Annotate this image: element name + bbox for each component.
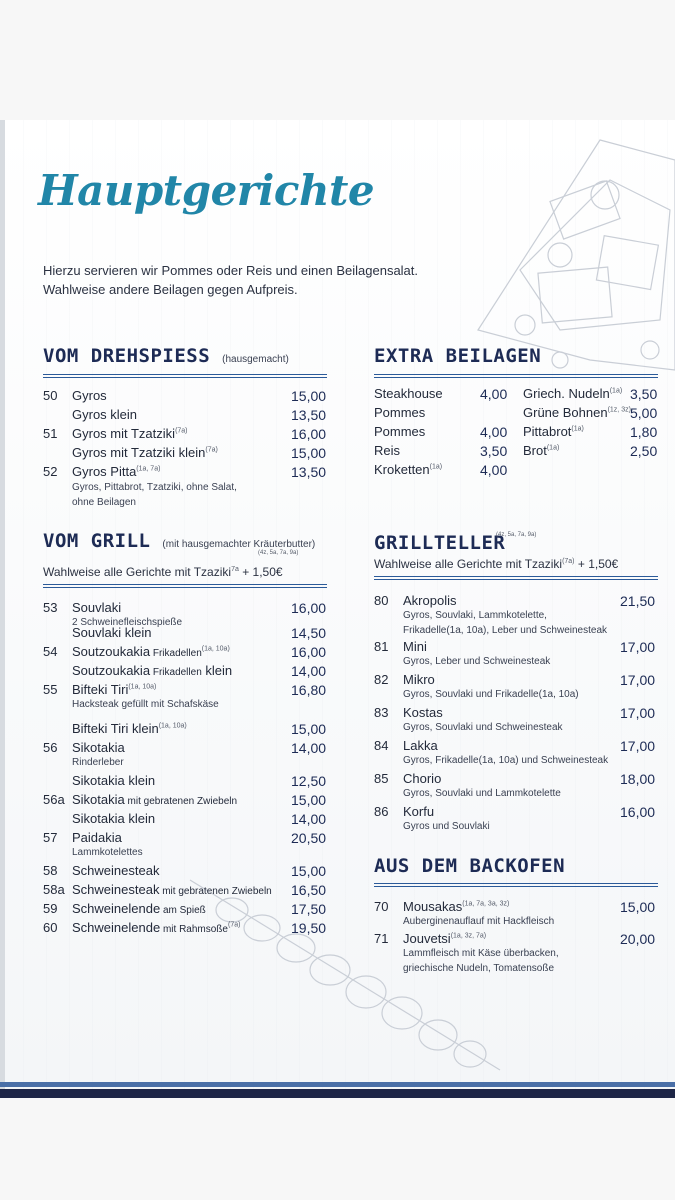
bottom-stripe-light [0, 1082, 675, 1087]
menu-item [43, 625, 331, 643]
subline-price: + 1,50€ [574, 557, 619, 571]
section-rule [374, 374, 658, 378]
item-name-text: Sikotakia klein [72, 773, 156, 788]
description-line: Gyros, Souvlaki und Frikadelle(1a, 10a) [403, 689, 579, 700]
item-description [72, 480, 237, 510]
item-name [403, 593, 456, 608]
item-name-text: Bifteki Tiri klein [72, 721, 159, 736]
item-name-text: Souvlaki klein [72, 625, 152, 640]
description-line: Hacksteak gefüllt mit Schafskäse [72, 699, 219, 710]
menu-item [374, 738, 660, 766]
grillteller-subline [374, 557, 618, 571]
item-price: 16,50 [291, 882, 327, 898]
menu-item [374, 672, 660, 700]
item-number: 57 [43, 830, 58, 845]
section-heading-backofen [374, 855, 565, 877]
item-name [72, 721, 187, 736]
item-price: 16,00 [620, 804, 656, 820]
item-price: 14,00 [291, 663, 327, 679]
side-dish-name: Brot [523, 443, 547, 458]
item-number: 50 [43, 388, 58, 403]
item-name [72, 625, 152, 640]
subline-sup: (7a) [562, 558, 575, 565]
item-number: 51 [43, 426, 58, 441]
item-price: 16,80 [291, 682, 327, 698]
section-heading-drehspiess [43, 345, 289, 367]
item-name [403, 771, 441, 786]
section-title: GRILLTELLER [374, 532, 506, 554]
item-price: 19,50 [291, 920, 327, 936]
item-name [403, 738, 438, 753]
item-name [72, 644, 230, 659]
item-name [72, 407, 137, 422]
item-number: 82 [374, 672, 389, 687]
item-name-text: Schweinesteak [72, 882, 160, 897]
item-price: 16,00 [291, 426, 327, 442]
item-name-text: Schweinelende [72, 920, 161, 935]
side-dish-price: 3,50 [630, 386, 658, 402]
section-note: (hausgemacht) [222, 354, 289, 365]
item-name [72, 811, 155, 826]
item-description [72, 845, 143, 860]
description-line: Gyros, Pittabrot, Tzatziki, ohne Salat, [72, 482, 237, 493]
subline-text: Wahlweise alle Gerichte mit Tzaziki [43, 565, 232, 579]
item-name-text: Paidakia [72, 830, 122, 845]
menu-item [43, 740, 331, 768]
menu-item [43, 882, 331, 900]
item-number: 56a [43, 792, 65, 807]
allergen-codes: (1a) [429, 463, 443, 471]
item-name [403, 705, 443, 720]
menu-item [43, 721, 331, 739]
side-dish-name: Pommes [374, 405, 426, 420]
item-name [72, 773, 155, 788]
item-number: 56 [43, 740, 58, 755]
item-name-detail: mit gebratenen Zwiebeln [124, 796, 238, 807]
menu-item [374, 931, 660, 974]
item-name-text: Souvlaki [72, 600, 122, 615]
item-name-text: Gyros [72, 388, 107, 403]
section-allergens: (4z, 5a, 7a, 9a) [496, 532, 537, 538]
intro-line: Hierzu servieren wir Pommes oder Reis und einen Beilagensalat. [43, 263, 419, 278]
item-name [403, 639, 427, 654]
item-price: 18,00 [620, 771, 656, 787]
item-price: 17,00 [620, 705, 656, 721]
item-name [72, 863, 159, 878]
grill-subline [43, 565, 283, 579]
item-name-text: Gyros mit Tzatziki [72, 426, 176, 441]
item-description [403, 687, 579, 702]
item-name [72, 682, 156, 697]
description-line: Frikadelle(1a, 10a), Leber und Schweinesteak [403, 625, 608, 636]
menu-item [374, 804, 660, 832]
item-number: 70 [374, 899, 389, 914]
menu-item [43, 388, 331, 406]
item-name-text: Lakka [403, 738, 438, 753]
item-name [72, 663, 232, 678]
menu-item [43, 682, 331, 710]
side-dish-name: Steakhouse [374, 386, 443, 401]
side-dish [374, 462, 514, 480]
item-name-text: Soutzoukakia [72, 644, 151, 659]
item-number: 83 [374, 705, 389, 720]
side-dish-price: 1,80 [630, 424, 658, 440]
menu-item [43, 773, 331, 791]
section-title: VOM DREHSPIESS [43, 345, 211, 367]
item-name-text: Korfu [403, 804, 435, 819]
allergen-codes: (1a) [571, 425, 584, 433]
item-number: 55 [43, 682, 58, 697]
item-price: 12,50 [291, 773, 327, 789]
item-description [403, 608, 607, 638]
side-dish-price: 2,50 [630, 443, 658, 459]
item-name-text: Schweinelende [72, 901, 161, 916]
menu-item [43, 600, 331, 628]
side-dish [374, 443, 514, 461]
item-description [403, 720, 563, 735]
description-line: Gyros, Leber und Schweinesteak [403, 656, 551, 667]
section-heading-grillteller [374, 532, 505, 554]
section-allergens: (4z, 5a, 7a, 9a) [258, 550, 299, 556]
menu-page [0, 120, 675, 1098]
menu-item [374, 771, 660, 799]
description-line: Auberginenauflauf mit Hackfleisch [403, 916, 555, 927]
item-number: 52 [43, 464, 58, 479]
item-name [72, 464, 160, 479]
side-dish [374, 424, 514, 442]
section-title: AUS DEM BACKOFEN [374, 855, 566, 877]
item-price: 14,00 [291, 811, 327, 827]
item-price: 15,00 [291, 445, 327, 461]
allergen-codes: (7a) [227, 921, 241, 929]
side-dish-name: Griech. Nudeln [523, 386, 610, 401]
item-number: 71 [374, 931, 389, 946]
menu-item [43, 644, 331, 662]
item-name [72, 920, 240, 935]
item-name-text: Sikotakia klein [72, 811, 156, 826]
description-line: Lammkotelettes [72, 847, 143, 858]
side-dish-name: Pommes [374, 424, 426, 439]
allergen-codes: (1a, 7a) [136, 465, 161, 473]
item-name [72, 740, 125, 755]
item-price: 17,00 [620, 672, 656, 688]
section-heading-extra [374, 345, 541, 367]
item-name-text: Sikotakia [72, 740, 125, 755]
description-line: Rinderleber [72, 757, 124, 768]
menu-item [374, 593, 660, 636]
menu-item [43, 445, 331, 463]
item-number: 60 [43, 920, 58, 935]
description-line: ohne Beilagen [72, 497, 136, 508]
intro-text [43, 261, 418, 299]
item-description [403, 753, 608, 768]
side-dish-name: Reis [374, 443, 401, 458]
item-description [403, 786, 561, 801]
side-dish [374, 386, 514, 404]
description-line: Lammfleisch mit Käse überbacken, [403, 948, 559, 959]
section-title: EXTRA BEILAGEN [374, 345, 542, 367]
allergen-codes: (1a, 10a) [158, 722, 187, 730]
item-name [403, 672, 435, 687]
item-name [403, 804, 434, 819]
allergen-codes: (1a, 10a) [128, 683, 157, 691]
section-note: (mit hausgemachter Kräuterbutter) [162, 539, 316, 550]
item-number: 58a [43, 882, 65, 897]
item-price: 13,50 [291, 464, 327, 480]
item-name [72, 901, 206, 916]
item-number: 85 [374, 771, 389, 786]
side-dish-name: Kroketten [374, 462, 430, 477]
item-name-text: Mikro [403, 672, 435, 687]
allergen-codes: (7a) [175, 427, 188, 435]
side-dish [523, 405, 663, 423]
page-title: Hauptgerichte [38, 166, 375, 215]
side-dish [523, 386, 663, 404]
allergen-codes: (1a, 7a, 3a, 3z) [462, 900, 510, 908]
item-number: 53 [43, 600, 58, 615]
subline-text: Wahlweise alle Gerichte mit Tzaziki [374, 557, 563, 571]
item-name [72, 600, 121, 615]
item-price: 16,00 [291, 600, 327, 616]
allergen-codes: (1a, 10a) [201, 645, 230, 653]
item-name [72, 882, 272, 897]
item-number: 54 [43, 644, 58, 659]
item-number: 86 [374, 804, 389, 819]
side-dish-price: 3,50 [480, 443, 508, 459]
item-name [72, 445, 218, 460]
side-dish-price: 4,00 [480, 424, 508, 440]
side-dish [374, 405, 514, 423]
allergen-codes: (1z, 3z) [607, 406, 631, 414]
item-name-text: Sikotakia [72, 792, 125, 807]
item-price: 17,00 [620, 639, 656, 655]
menu-item [43, 811, 331, 829]
item-name-text: Bifteki Tiri [72, 682, 129, 697]
item-name-text: Gyros mit Tzatziki klein [72, 445, 206, 460]
item-price: 16,00 [291, 644, 327, 660]
item-name-text: Kostas [403, 705, 443, 720]
side-dish-price: 4,00 [480, 386, 508, 402]
description-line: Gyros und Souvlaki [403, 821, 490, 832]
menu-item [374, 639, 660, 667]
item-price: 15,00 [620, 899, 656, 915]
item-price: 17,00 [620, 738, 656, 754]
item-name-detail: Frikadellen [150, 667, 202, 678]
item-name-text: Soutzoukakia [72, 663, 151, 678]
item-price: 13,50 [291, 407, 327, 423]
allergen-codes: (1a) [546, 444, 560, 452]
bottom-stripe-dark [0, 1089, 675, 1098]
item-number: 80 [374, 593, 389, 608]
item-price: 20,00 [620, 931, 656, 947]
item-number: 58 [43, 863, 58, 878]
description-line: 2 Schweinefleischspieße [72, 617, 183, 628]
item-price: 20,50 [291, 830, 327, 846]
menu-item [43, 830, 331, 858]
section-title: VOM GRILL [43, 530, 151, 552]
section-rule [43, 374, 327, 378]
menu-item [43, 792, 331, 810]
menu-item [43, 407, 331, 425]
item-number: 84 [374, 738, 389, 753]
subline-price: + 1,50€ [238, 565, 283, 579]
item-name-text: Jouvetsi [403, 931, 451, 946]
menu-item [43, 464, 331, 508]
menu-item [43, 426, 331, 444]
item-name-detail: mit gebratenen Zwiebeln [159, 886, 272, 897]
menu-item [43, 863, 331, 881]
menu-item [374, 899, 660, 927]
item-price: 14,00 [291, 740, 327, 756]
item-name-detail: Frikadellen [150, 648, 202, 659]
menu-item [374, 705, 660, 733]
item-price: 21,50 [620, 593, 656, 609]
menu-item [43, 663, 331, 681]
item-description [403, 654, 550, 669]
side-dish [523, 443, 663, 461]
item-name-text: Chorio [403, 771, 442, 786]
item-price: 15,00 [291, 721, 327, 737]
section-rule [43, 584, 327, 588]
item-description [72, 697, 219, 712]
item-name-detail: mit Rahmsoße [160, 924, 228, 935]
side-dish [523, 424, 663, 442]
item-description [403, 946, 559, 976]
subline-sup: 7a [231, 566, 239, 573]
allergen-codes: (1a) [609, 387, 623, 395]
item-name-suffix: klein [201, 663, 233, 678]
section-rule [374, 576, 658, 580]
item-name-text: Akropolis [403, 593, 457, 608]
description-line: Gyros, Souvlaki, Lammkotelette, [403, 610, 547, 621]
item-name [72, 830, 122, 845]
menu-item [43, 920, 331, 938]
item-price: 15,00 [291, 792, 327, 808]
side-dish-price: 4,00 [480, 462, 508, 478]
item-description [72, 755, 124, 770]
item-number: 59 [43, 901, 58, 916]
item-name-detail: am Spieß [160, 905, 206, 916]
description-line: Gyros, Souvlaki und Schweinesteak [403, 722, 563, 733]
menu-item [43, 901, 331, 919]
description-line: Gyros, Souvlaki und Lammkotelette [403, 788, 561, 799]
item-name-text: Schweinesteak [72, 863, 160, 878]
section-heading-grill [43, 530, 315, 552]
item-price: 14,50 [291, 625, 327, 641]
item-price: 15,00 [291, 863, 327, 879]
page-edge [0, 120, 5, 1098]
intro-line: Wahlweise andere Beilagen gegen Aufpreis. [43, 282, 298, 297]
item-name [403, 899, 509, 914]
side-dish-name: Pittabrot [523, 424, 572, 439]
item-name [72, 792, 237, 807]
section-rule [374, 883, 658, 887]
item-price: 15,00 [291, 388, 327, 404]
side-dish-name: Grüne Bohnen [523, 405, 608, 420]
description-line: Gyros, Frikadelle(1a, 10a) und Schweinesteak [403, 755, 609, 766]
item-number: 81 [374, 639, 389, 654]
item-name [72, 388, 107, 403]
side-dish-price: 5,00 [630, 405, 658, 421]
item-description [403, 914, 554, 929]
allergen-codes: (7a) [205, 446, 218, 454]
item-description [403, 819, 490, 834]
item-price: 17,50 [291, 901, 327, 917]
item-name [72, 426, 188, 441]
item-name-text: Mousakas [403, 899, 463, 914]
item-name-text: Gyros klein [72, 407, 138, 422]
description-line: griechische Nudeln, Tomatensoße [403, 963, 555, 974]
item-name-text: Mini [403, 639, 427, 654]
allergen-codes: (1a, 3z, 7a) [450, 932, 487, 940]
item-name [403, 931, 486, 946]
item-name-text: Gyros Pitta [72, 464, 137, 479]
